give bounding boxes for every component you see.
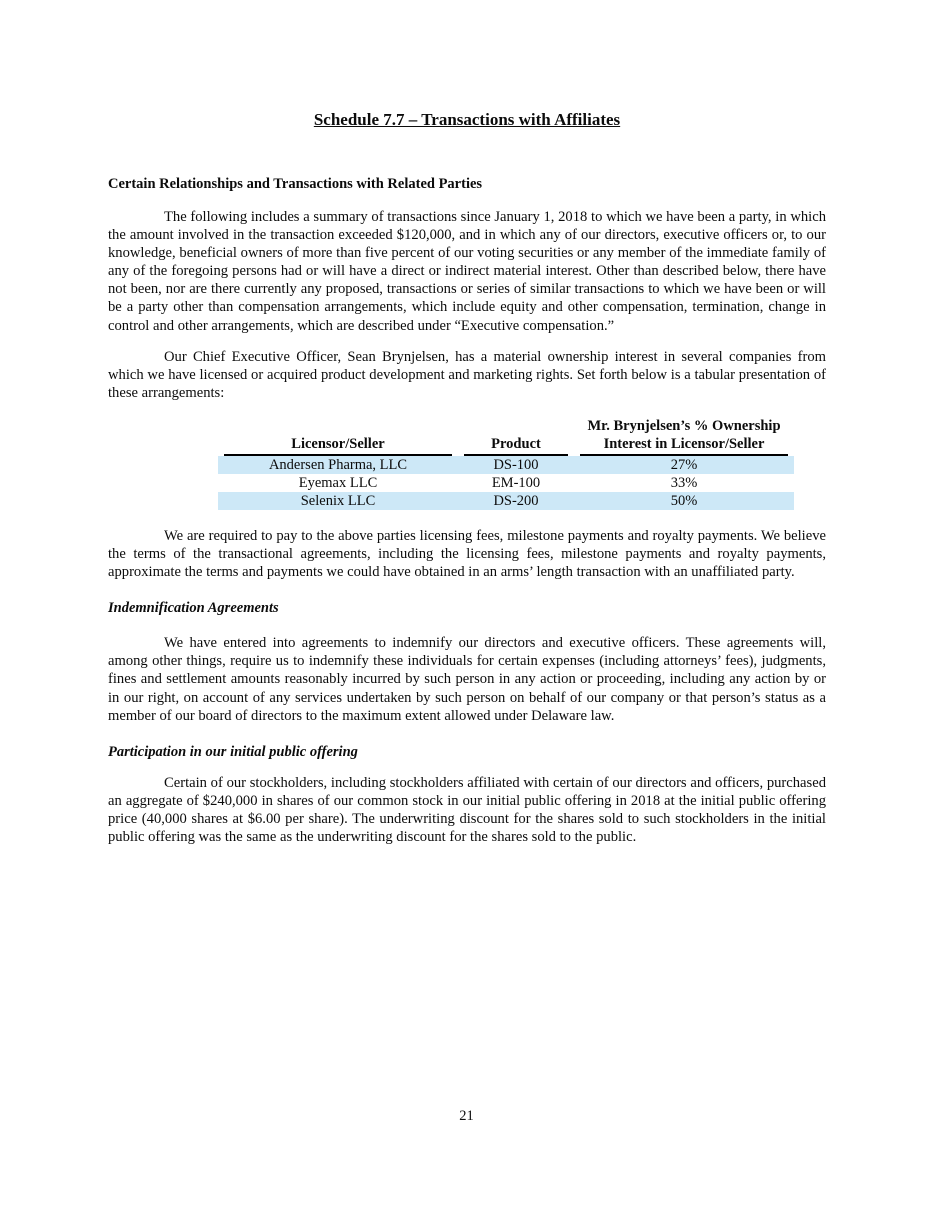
heading-related-parties: Certain Relationships and Transactions with Related Parties <box>108 176 483 192</box>
column-header-label: Product <box>464 435 568 456</box>
column-header-ownership-line2: Interest in Licensor/Seller <box>603 435 765 452</box>
column-header-ownership <box>574 417 794 456</box>
heading-indemnification: Indemnification Agreements <box>108 600 279 617</box>
page-number: 21 <box>459 1108 474 1124</box>
cell-product: EM-100 <box>491 474 541 491</box>
cell-product: DS-200 <box>493 492 539 509</box>
document-content <box>108 0 826 846</box>
table-header-row <box>218 417 794 456</box>
column-header-product <box>458 417 574 456</box>
cell-licensor: Andersen Pharma, LLC <box>268 456 408 473</box>
table-row <box>218 474 794 492</box>
ownership-table <box>218 417 794 510</box>
table-row <box>218 456 794 474</box>
paragraph-indemnification: We have entered into agreements to indemnify our directors and executive officers. These agreements will, among other things, require us to indemnify these individuals for certain expenses (including attorneys’ fees), judgments, fines and settlement amounts reasonably incurred by such person in any action or proceeding, including any action by or in our right, on account of any services undertaken by such person on behalf of our company or that person’s status as a member of our board of directors to the maximum extent allowed under Delaware law. <box>108 635 826 724</box>
document-title: Schedule 7.7 – Transactions with Affiliates <box>313 110 621 129</box>
cell-licensor: Selenix LLC <box>300 492 376 509</box>
column-header-licensor-seller <box>218 417 458 456</box>
column-header-label: Licensor/Seller <box>224 435 452 456</box>
cell-product: DS-100 <box>493 456 539 473</box>
paragraph-ceo-ownership: Our Chief Executive Officer, Sean Brynjelsen, has a material ownership interest in several companies from which we have licensed or acquired product development and marketing rights. Set forth below is a tabular presentation of these arrangements: <box>108 348 826 401</box>
paragraph-ipo-participation: Certain of our stockholders, including stockholders affiliated with certain of our directors and officers, purchased an aggregate of $240,000 in shares of our common stock in our initial public offering in 2018 at the initial public offering price (40,000 shares at $6.00 per share). The underwriting discount for the shares sold to such stockholders in the initial public offering was the same as the underwriting discount for the shares sold to the public. <box>108 774 826 845</box>
paragraph-licensing-fees: We are required to pay to the above parties licensing fees, milestone payments and royalty payments. We believe the terms of the transactional agreements, including the licensing fees, milestone payments and royalty payments, approximate the terms and payments we could have obtained in an arms’ length transaction with an unaffiliated party. <box>108 527 826 581</box>
cell-ownership: 50% <box>670 492 698 509</box>
paragraph-summary-transactions: The following includes a summary of transactions since January 1, 2018 to which we have been a party, in which the amount involved in the transaction exceeded $120,000, and in which any of our directors, executive officers or, to our knowledge, beneficial owners of more than five percent of our voting securities or any member of the immediate family of any of the foregoing persons had or will have a direct or indirect material interest. Other than described below, there have not been, nor are there currently any proposed, transactions or series of similar transactions to which we have been or will be a party other than compensation arrangements, which include equity and other compensation, termination, change in control and other arrangements, which are described under “Executive compensation.” <box>108 209 826 334</box>
cell-ownership: 27% <box>670 456 698 473</box>
table-row <box>218 492 794 510</box>
cell-ownership: 33% <box>670 474 698 491</box>
heading-ipo-participation: Participation in our initial public offering <box>108 743 358 760</box>
column-header-ownership-line1: Mr. Brynjelsen’s % Ownership <box>587 417 781 434</box>
cell-licensor: Eyemax LLC <box>298 474 378 491</box>
column-header-label <box>580 417 788 456</box>
